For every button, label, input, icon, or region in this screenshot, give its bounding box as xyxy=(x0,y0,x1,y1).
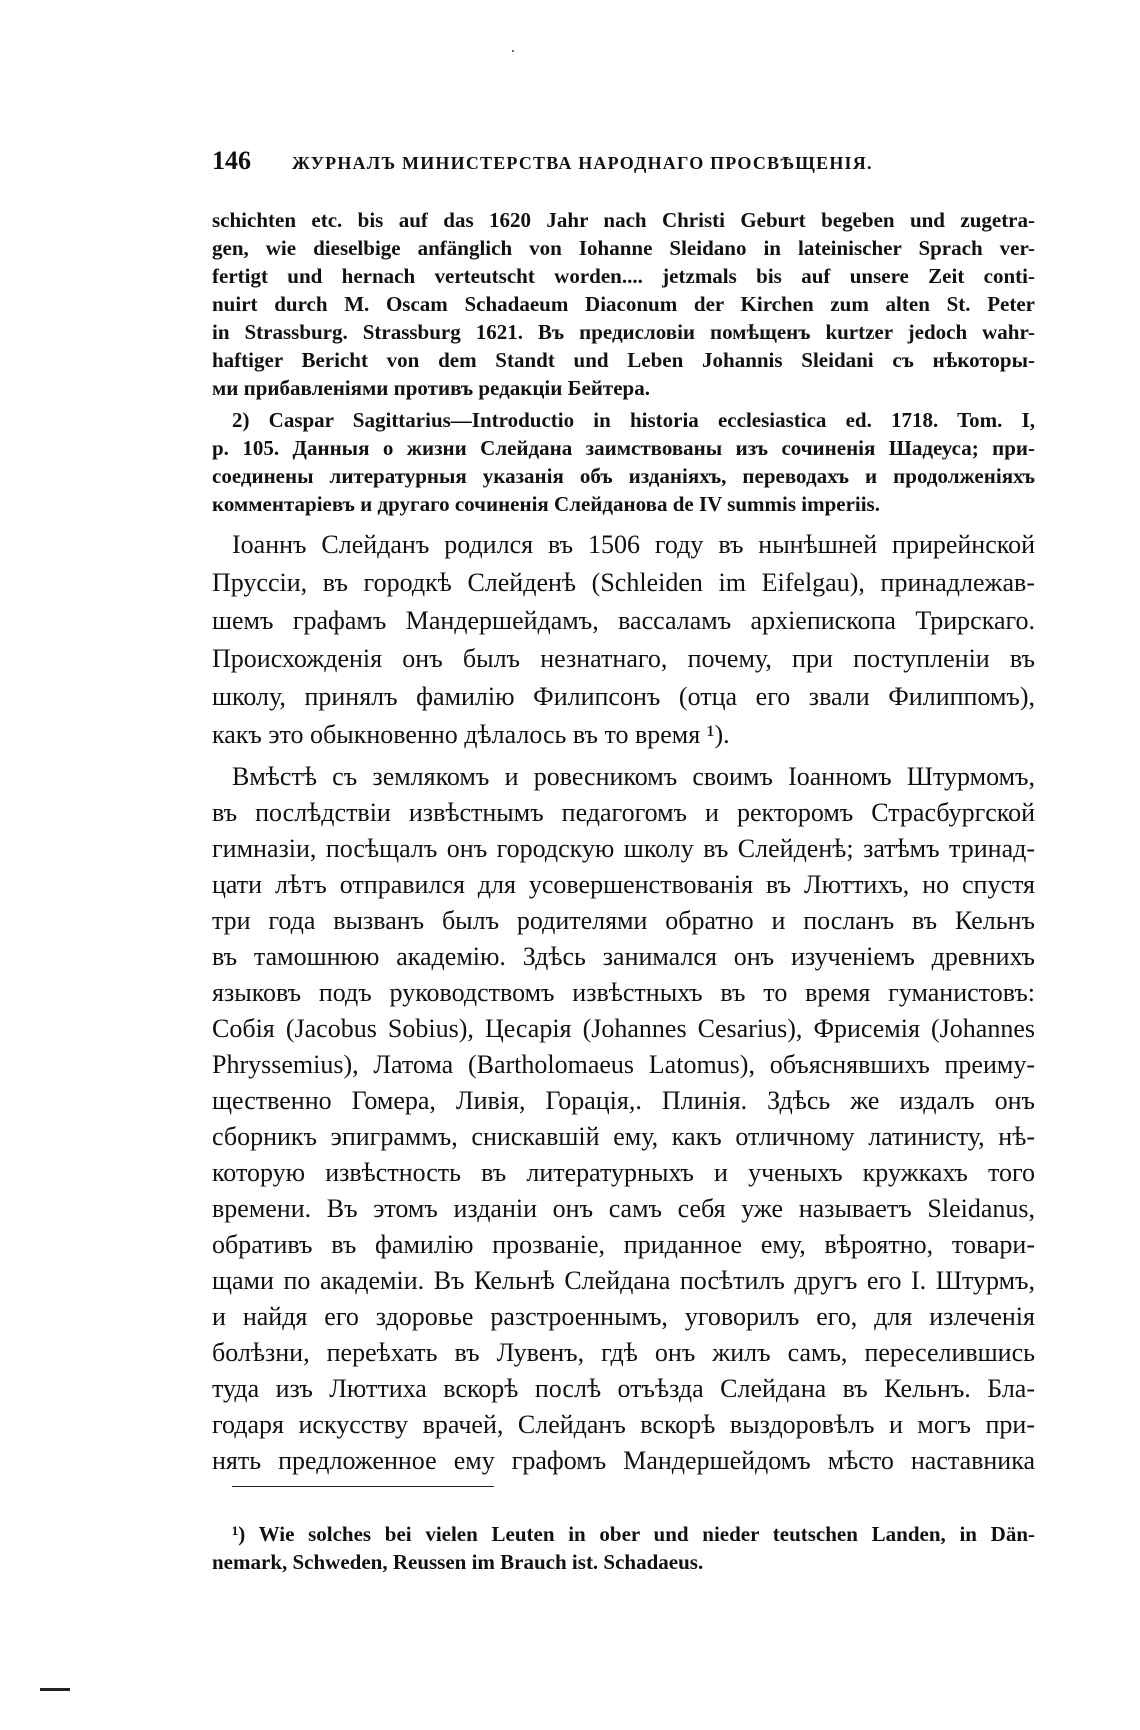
paragraph-line: шемъ графамъ Мандершейдамъ, вассаламъ архіепископа Трирскаго. xyxy=(212,606,1035,635)
footnote-line: fertigt und hernach verteutscht worden.... jetzmals bis auf unsere Zeit conti- xyxy=(212,264,1035,288)
paragraph-line: и найдя его здоровье разстроеннымъ, уговорилъ его, для излеченія xyxy=(212,1302,1035,1331)
footnote-line: in Strassburg. Strassburg 1621. Въ предисловіи помѣщенъ kurtzer jedoch wahr- xyxy=(212,320,1035,344)
paragraph-line: Вмѣстѣ съ землякомъ и ровесникомъ своимъ Іоанномъ Штурмомъ, xyxy=(232,762,1035,791)
print-speck xyxy=(512,50,514,52)
footnote-line: gen, wie dieselbige anfänglich von Iohanne Sleidano in lateinischer Sprach ver- xyxy=(212,236,1035,260)
paragraph-line: какъ это обыкновенно дѣлалось въ то время ¹). xyxy=(212,720,730,749)
paragraph-line: щественно Гомера, Ливія, Горація,. Плинія. Здѣсь же издалъ онъ xyxy=(212,1086,1035,1115)
page-number: 146 xyxy=(212,146,251,175)
paragraph-line: Происхожденія онъ былъ незнатнаго, почему, при поступленіи въ xyxy=(212,644,1035,673)
paragraph-line: въ послѣдствіи извѣстнымъ педагогомъ и ректоромъ Страсбургской xyxy=(212,798,1035,827)
footnote-line: p. 105. Данныя о жизни Слейдана заимствованы изъ сочиненія Шадеуса; при- xyxy=(212,436,1035,460)
paragraph-line: которую извѣстность въ литературныхъ и ученыхъ кружкахъ того xyxy=(212,1158,1035,1187)
paragraph-line: школу, принялъ фамилію Филипсонъ (отца его звали Филиппомъ), xyxy=(212,682,1035,711)
paragraph-line: сборникъ эпиграммъ, снискавшій ему, какъ отличному латинисту, нѣ- xyxy=(212,1122,1035,1151)
footnote-line: 2) Caspar Sagittarius—Introductio in historia ecclesiastica ed. 1718. Tom. I, xyxy=(232,408,1035,432)
paragraph-line: времени. Въ этомъ изданіи онъ самъ себя уже называетъ Sleidanus, xyxy=(212,1194,1035,1223)
paragraph-line: щами по академіи. Въ Кельнѣ Слейдана посѣтилъ другъ его І. Штурмъ, xyxy=(212,1266,1035,1295)
paragraph-line: обративъ въ фамилію прозваніе, приданное ему, вѣроятно, товари- xyxy=(212,1230,1035,1259)
footnote-line: schichten etc. bis auf das 1620 Jahr nach Christi Geburt begeben und zugetra- xyxy=(212,208,1035,232)
footnote-line: соединены литературныя указанія объ изданіяхъ, переводахъ и продолженіяхъ xyxy=(212,464,1035,488)
paragraph-line: годаря искусству врачей, Слейданъ вскорѣ выздоровѣлъ и могъ при- xyxy=(212,1410,1035,1439)
paragraph-line: гимназіи, посѣщалъ онъ городскую школу въ Слейденѣ; затѣмъ тринад- xyxy=(212,834,1035,863)
paragraph-line: болѣзни, переѣхать въ Лувенъ, гдѣ онъ жилъ самъ, переселившись xyxy=(212,1338,1035,1367)
paragraph-line: Phryssemius), Латома (Bartholomaeus Latomus), объяснявшихъ преиму- xyxy=(212,1050,1035,1079)
paragraph-line: три года вызванъ былъ родителями обратно и посланъ въ Кельнъ xyxy=(212,906,1035,935)
running-title: ЖУРНАЛЪ МИНИСТЕРСТВА НАРОДНАГО ПРОСВѢЩЕНІЯ. xyxy=(292,153,873,173)
footnote-line: ¹) Wie solches bei vielen Leuten in ober und nieder teutschen Landen, in Dän- xyxy=(232,1522,1035,1546)
footnote-line: nuirt durch M. Oscam Schadaeum Diaconum der Kirchen zum alten St. Peter xyxy=(212,292,1035,316)
page-header xyxy=(212,146,1042,178)
paragraph-line: туда изъ Люттиха вскорѣ послѣ отъѣзда Слейдана въ Кельнъ. Бла- xyxy=(212,1374,1035,1403)
paragraph-line: языковъ подъ руководствомъ извѣстныхъ въ то время гуманистовъ: xyxy=(212,978,1035,1007)
paragraph-line: цати лѣтъ отправился для усовершенствованія въ Люттихъ, но спустя xyxy=(212,870,1035,899)
footnote-line: nemark, Schweden, Reussen im Brauch ist. Schadaeus. xyxy=(212,1550,704,1574)
margin-mark xyxy=(40,1688,70,1691)
paragraph-line: Іоаннъ Слейданъ родился въ 1506 году въ нынѣшней прирейнской xyxy=(232,530,1035,559)
paragraph-line: въ тамошнюю академію. Здѣсь занимался онъ изученіемъ древнихъ xyxy=(212,942,1035,971)
paragraph-line: Пруссіи, въ городкѣ Слейденѣ (Schleiden im Eifelgau), принадлежав- xyxy=(212,568,1035,597)
footnote-line: ми прибавленіями противъ редакціи Бейтера. xyxy=(212,376,650,400)
footnote-line: комментаріевъ и другаго сочиненія Слейданова de IV summis imperiis. xyxy=(212,492,880,516)
paragraph-line: Собія (Jacobus Sobius), Цесарія (Johannes Cesarius), Фрисемія (Johannes xyxy=(212,1014,1035,1043)
paragraph-line: нять предложенное ему графомъ Мандершейдомъ мѣсто наставника xyxy=(212,1446,1035,1475)
footnote-rule xyxy=(232,1486,494,1487)
footnote-line: haftiger Bericht von dem Standt und Leben Johannis Sleidani съ нѣкоторы- xyxy=(212,348,1035,372)
